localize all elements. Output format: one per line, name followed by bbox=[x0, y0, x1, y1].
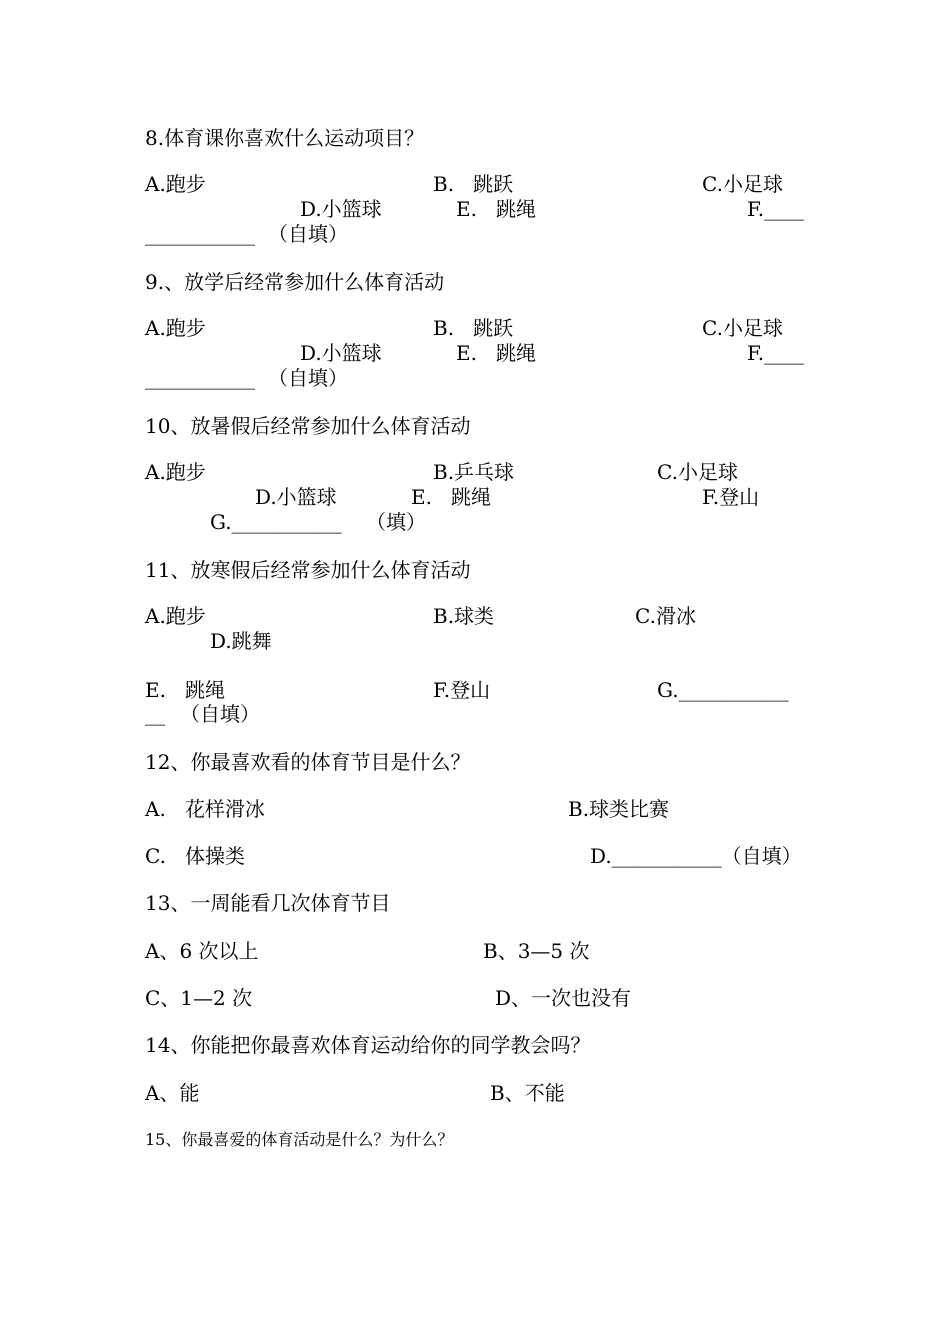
question-11-title: 11、放寒假后经常参加什么体育活动 bbox=[145, 558, 471, 582]
question-9-title: 9.、放学后经常参加什么体育活动 bbox=[145, 270, 445, 294]
question-9-option-e: E. 跳绳 bbox=[456, 341, 537, 365]
question-8-title: 8.体育课你喜欢什么运动项目？ bbox=[145, 126, 425, 150]
question-14-option-a: A、能 bbox=[145, 1081, 200, 1105]
question-11-note: （自填） bbox=[180, 702, 260, 726]
question-11-option-a: A.跑步 bbox=[145, 604, 206, 628]
question-10-option-g: G.___________ bbox=[210, 510, 342, 534]
question-13-title: 13、一周能看几次体育节目 bbox=[145, 891, 391, 915]
question-10-option-f: F.登山 bbox=[702, 485, 760, 509]
question-8-option-e: E. 跳绳 bbox=[456, 197, 537, 221]
question-13-option-b: B、3—5 次 bbox=[483, 939, 590, 963]
question-11-option-b: B.球类 bbox=[433, 604, 495, 628]
question-8-option-b: B. 跳跃 bbox=[433, 172, 514, 196]
question-11-option-f: F.登山 bbox=[433, 678, 491, 702]
question-8-option-c: C.小足球 bbox=[702, 172, 783, 196]
question-11-option-e: E. 跳绳 bbox=[145, 678, 226, 702]
question-10-option-b: B.乒乓球 bbox=[433, 460, 515, 484]
question-8-option-a: A.跑步 bbox=[145, 172, 206, 196]
question-10-option-a: A.跑步 bbox=[145, 460, 206, 484]
question-12-option-b: B.球类比赛 bbox=[568, 797, 670, 821]
question-9-blank: ___________ bbox=[145, 366, 255, 390]
question-15-title: 15、你最喜爱的体育活动是什么？为什么？ bbox=[145, 1130, 454, 1149]
question-12-title: 12、你最喜欢看的体育节目是什么？ bbox=[145, 750, 471, 774]
question-8-note: （自填） bbox=[268, 222, 348, 246]
question-9-option-d: D.小篮球 bbox=[300, 341, 382, 365]
question-8-blank: ___________ bbox=[145, 222, 255, 246]
question-9-option-f: F.____ bbox=[747, 341, 805, 365]
question-13-option-d: D、一次也没有 bbox=[495, 986, 632, 1010]
question-9-option-b: B. 跳跃 bbox=[433, 316, 514, 340]
question-9-note: （自填） bbox=[268, 366, 348, 390]
question-14-option-b: B、不能 bbox=[490, 1081, 565, 1105]
question-8-option-f: F.____ bbox=[747, 197, 805, 221]
question-9-option-a: A.跑步 bbox=[145, 316, 206, 340]
question-8-option-d: D.小篮球 bbox=[300, 197, 382, 221]
question-10-title: 10、放暑假后经常参加什么体育活动 bbox=[145, 414, 471, 438]
question-13-option-a: A、6 次以上 bbox=[145, 939, 259, 963]
question-14-title: 14、你能把你最喜欢体育运动给你的同学教会吗？ bbox=[145, 1033, 591, 1057]
question-10-option-c: C.小足球 bbox=[657, 460, 738, 484]
question-12-option-a: A. 花样滑冰 bbox=[145, 797, 265, 821]
question-9-option-c: C.小足球 bbox=[702, 316, 783, 340]
question-12-option-c: C. 体操类 bbox=[145, 844, 246, 868]
question-11-blank: __ bbox=[145, 702, 165, 726]
question-11-option-c: C.滑冰 bbox=[635, 604, 696, 628]
question-13-option-c: C、1—2 次 bbox=[145, 986, 253, 1010]
question-10-option-e: E. 跳绳 bbox=[411, 485, 492, 509]
question-11-option-d: D.跳舞 bbox=[210, 629, 272, 653]
question-10-note: （填） bbox=[366, 510, 426, 534]
question-12-option-d: D.___________（自填） bbox=[590, 844, 802, 868]
question-10-option-d: D.小篮球 bbox=[255, 485, 337, 509]
question-11-option-g: G.___________ bbox=[657, 678, 789, 702]
